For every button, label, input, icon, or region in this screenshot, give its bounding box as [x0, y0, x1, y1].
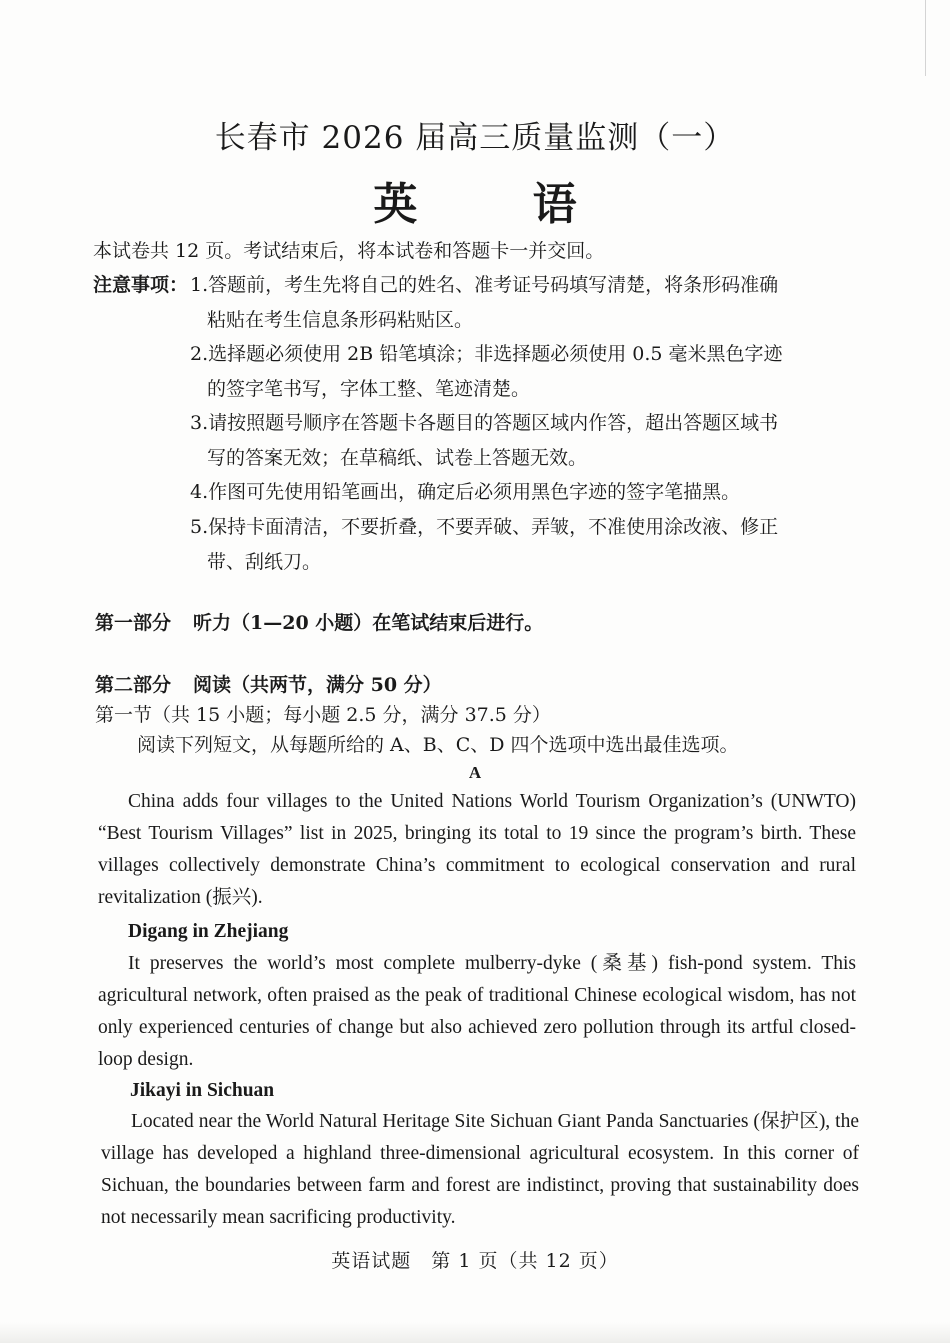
passage-intro: China adds four villages to the United Nations World Tourism Organization’s (UNWTO) “Best Tourism Villages” list in 2025, bringing its total to 19 since the program’s birth. These villages collectively demonstrate China’s commitment to ecological conservation and rural revitalization (振兴). [98, 791, 856, 908]
notice-label: 注意事项： [93, 274, 189, 296]
scan-corner-line [925, 0, 940, 76]
section-body-digang: It preserves the world’s most complete mulberry-dyke (桑基) fish-pond system. This agricultural network, often praised as the peak of traditional Chinese ecological wisdom, has not only experienced centuries of change but also achieved zero pollution through its artful closed-loop design. [98, 953, 856, 1070]
notice-item-1-line-1: 1.答题前，考生先将自己的姓名、准考证号码填写清楚，将条形码准确 [190, 274, 779, 296]
exam-title: 长春市 2026 届高三质量监测（一） [214, 120, 736, 156]
section-body-jikayi: Located near the World Natural Heritage Site Sichuan Giant Panda Sanctuaries (保护区), the village has developed a highland three-dimensional agricultural ecosystem. In this corner of Sichuan, the boundaries between farm and forest are indistinct, proving that sustainability does not necessarily mean sacrificing productivity. [101, 1111, 859, 1228]
notice-item-2-line-1: 2.选择题必须使用 2B 铅笔填涂；非选择题必须使用 0.5 毫米黑色字迹 [190, 343, 783, 365]
notice-item-5-line-2: 带、刮纸刀。 [207, 551, 322, 573]
section-one-heading: 第一节（共 15 小题；每小题 2.5 分，满分 37.5 分） [95, 704, 551, 726]
notice-item-3-line-2: 写的答案无效；在草稿纸、试卷上答题无效。 [207, 447, 588, 469]
part-one-label: 第一部分 [95, 612, 172, 634]
part-two-text: 阅读（共两节，满分 50 分） [193, 674, 442, 696]
notice-item-1-line-2: 粘贴在考生信息条形码粘贴区。 [207, 309, 474, 331]
passage-mark: A [468, 763, 482, 782]
reading-instruction: 阅读下列短文，从每题所给的 A、B、C、D 四个选项中选出最佳选项。 [137, 734, 739, 756]
exam-intro: 本试卷共 12 页。考试结束后，将本试卷和答题卡一并交回。 [93, 240, 605, 262]
section-heading-digang: Digang in Zhejiang [128, 921, 289, 942]
part-one-text: 听力（1—20 小题）在笔试结束后进行。 [193, 612, 544, 634]
notice-item-4-line-1: 4.作图可先使用铅笔画出，确定后必须用黑色字迹的签字笔描黑。 [190, 481, 741, 503]
notice-item-3-line-1: 3.请按照题号顺序在答题卡各题目的答题区域内作答，超出答题区域书 [190, 412, 779, 434]
part-two-label: 第二部分 [95, 674, 172, 696]
notice-item-5-line-1: 5.保持卡面清洁，不要折叠，不要弄破、弄皱，不准使用涂改液、修正 [190, 516, 779, 538]
subject-title: 英 语 [373, 179, 627, 230]
notice-item-2-line-2: 的签字笔书写，字体工整、笔迹清楚。 [207, 378, 531, 400]
section-heading-jikayi: Jikayi in Sichuan [130, 1080, 275, 1101]
scan-bottom-edge [0, 1322, 950, 1343]
page-footer: 英语试题 第 1 页（共 12 页） [331, 1250, 619, 1272]
